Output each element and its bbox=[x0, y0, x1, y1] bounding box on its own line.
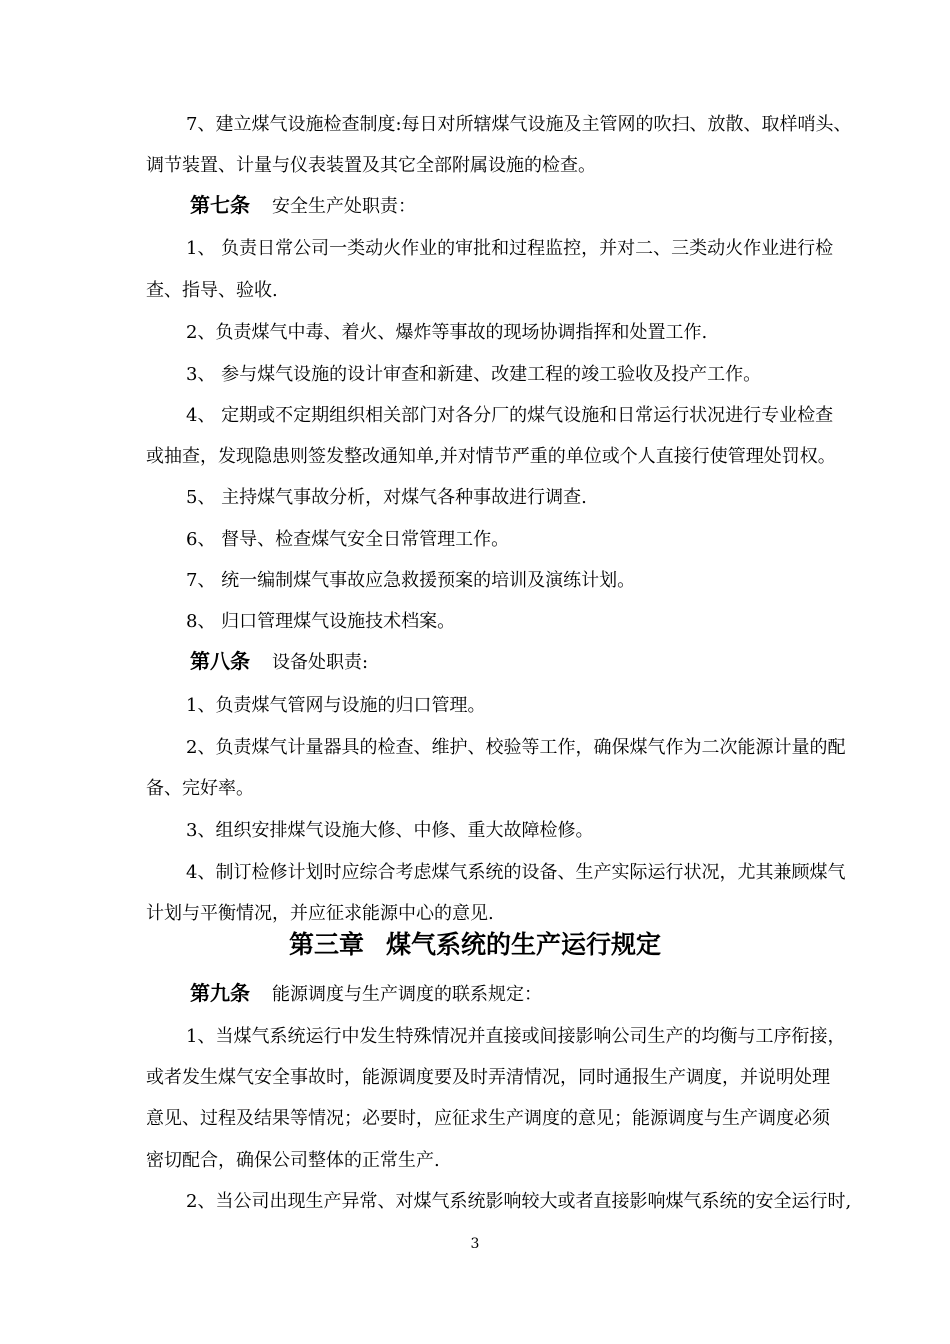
chapter-heading bbox=[0, 930, 950, 960]
page-number: 3 bbox=[470, 1236, 480, 1252]
paragraph-line: 3、组织安排煤气设施大修、中修、重大故障检修。 bbox=[186, 820, 594, 841]
article-number: 第七条 bbox=[190, 193, 250, 217]
article-title: 安全生产处职责： bbox=[272, 196, 416, 217]
article-number: 第八条 bbox=[190, 649, 250, 673]
article-heading-7 bbox=[190, 194, 416, 218]
paragraph-line: 意见、过程及结果等情况；必要时，应征求生产调度的意见；能源调度与生产调度必须 bbox=[146, 1108, 830, 1129]
paragraph-line: 4、 定期或不定期组织相关部门对各分厂的煤气设施和日常运行状况进行专业检查 bbox=[186, 405, 834, 426]
paragraph-line: 2、负责煤气计量器具的检查、维护、校验等工作，确保煤气作为二次能源计量的配 bbox=[186, 737, 846, 758]
paragraph-line: 1、负责煤气管网与设施的归口管理。 bbox=[186, 695, 486, 716]
paragraph-line: 7、建立煤气设施检查制度:每日对所辖煤气设施及主管网的吹扫、放散、取样哨头、 bbox=[186, 114, 852, 135]
article-title: 能源调度与生产调度的联系规定： bbox=[272, 984, 542, 1005]
paragraph-line: 或抽查，发现隐患则签发整改通知单,并对情节严重的单位或个人直接行使管理处罚权。 bbox=[146, 446, 836, 467]
paragraph-line: 5、 主持煤气事故分析，对煤气各种事故进行调查. bbox=[186, 487, 587, 508]
paragraph-line: 2、负责煤气中毒、着火、爆炸等事故的现场协调指挥和处置工作. bbox=[186, 322, 708, 343]
article-title: 设备处职责: bbox=[272, 652, 369, 673]
paragraph-line: 或者发生煤气安全事故时，能源调度要及时弄清情况，同时通报生产调度，并说明处理 bbox=[146, 1067, 830, 1088]
paragraph-line: 调节装置、计量与仪表装置及其它全部附属设施的检查。 bbox=[146, 155, 596, 176]
paragraph-line: 8、 归口管理煤气设施技术档案。 bbox=[186, 611, 456, 632]
paragraph-line: 3、 参与煤气设施的设计审查和新建、改建工程的竣工验收及投产工作。 bbox=[186, 364, 762, 385]
paragraph-line: 1、当煤气系统运行中发生特殊情况并直接或间接影响公司生产的均衡与工序衔接， bbox=[186, 1026, 846, 1047]
paragraph-line: 6、 督导、检查煤气安全日常管理工作。 bbox=[186, 529, 510, 550]
paragraph-line: 密切配合，确保公司整体的正常生产. bbox=[146, 1150, 440, 1171]
article-heading-8 bbox=[190, 650, 368, 674]
article-heading-9 bbox=[190, 982, 542, 1006]
paragraph-line: 计划与平衡情况，并应征求能源中心的意见. bbox=[146, 903, 494, 924]
paragraph-line: 1、 负责日常公司一类动火作业的审批和过程监控，并对二、三类动火作业进行检 bbox=[186, 238, 834, 259]
paragraph-line: 2、当公司出现生产异常、对煤气系统影响较大或者直接影响煤气系统的安全运行时, bbox=[186, 1191, 852, 1212]
chapter-number: 第三章 bbox=[288, 930, 364, 959]
chapter-title: 煤气系统的生产运行规定 bbox=[386, 930, 662, 959]
paragraph-line: 7、 统一编制煤气事故应急救援预案的培训及演练计划。 bbox=[186, 570, 636, 591]
paragraph-line: 备、完好率。 bbox=[146, 778, 254, 799]
paragraph-line: 4、制订检修计划时应综合考虑煤气系统的设备、生产实际运行状况，尤其兼顾煤气 bbox=[186, 862, 846, 883]
article-number: 第九条 bbox=[190, 981, 250, 1005]
paragraph-line: 查、指导、验收. bbox=[146, 280, 278, 301]
